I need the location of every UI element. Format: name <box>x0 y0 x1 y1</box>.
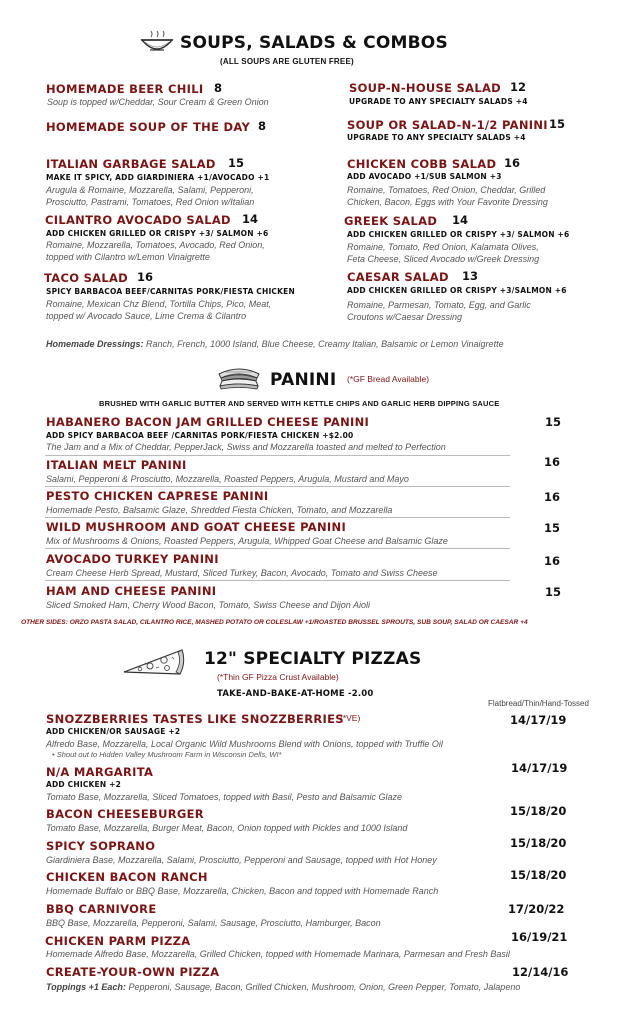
menu-item-price: 8 <box>258 119 267 133</box>
menu-item-addon: MAKE IT SPICY, ADD GIARDINIERA +1/AVOCADO +1 <box>46 173 270 182</box>
menu-item-price: 17/20/22 <box>508 902 565 916</box>
menu-item-name: CILANTRO AVOCADO SALAD <box>45 213 231 227</box>
menu-item-name: GREEK SALAD <box>344 214 438 228</box>
menu-item-name: HABANERO BACON JAM GRILLED CHEESE PANINI <box>46 415 370 429</box>
menu-item-description: Mix of Mushrooms & Onions, Roasted Peppers, Arugula, Whipped Goat Cheese and Balsamic Glaze <box>46 536 448 546</box>
menu-item-price: 13 <box>462 269 479 283</box>
menu-item-addon: ADD CHICKEN/OR SAUSAGE +2 <box>46 727 181 736</box>
menu-item-description: Alfredo Base, Mozzarella, Local Organic Wild Mushrooms Blend with Onions, topped with Truffle Oil <box>46 739 443 749</box>
menu-item-name: HAM AND CHEESE PANINI <box>46 584 217 598</box>
toppings-list: Pepperoni, Sausage, Bacon, Grilled Chicken, Mushroom, Onion, Green Pepper, Tomato, Jalapeno <box>125 982 521 992</box>
menu-item-description: Tomato Base, Mozzarella, Sliced Tomatoes, topped with Basil, Pesto and Balsamic Glaze <box>46 792 403 802</box>
menu-item-addon: UPGRADE TO ANY SPECIALTY SALADS +4 <box>347 133 526 142</box>
menu-item-price: 14/17/19 <box>511 761 568 775</box>
menu-item-name: CHICKEN COBB SALAD <box>347 157 497 171</box>
menu-item-description: Soup is topped w/Cheddar, Sour Cream & Green Onion <box>47 97 269 107</box>
menu-item-name: ITALIAN MELT PANINI <box>46 458 187 472</box>
divider <box>45 486 510 487</box>
menu-item-name: CHICKEN BACON RANCH <box>46 870 208 884</box>
menu-item-description: topped w/ Avocado Sauce, Lime Crema & Cilantro <box>46 311 247 321</box>
menu-item-description: Romaine, Mozzarella, Tomatoes, Avocado, Red Onion, <box>46 240 265 250</box>
menu-item-price: 16 <box>544 490 561 504</box>
menu-item-price: 8 <box>214 81 223 95</box>
divider <box>45 455 510 456</box>
menu-item-price: 15/18/20 <box>510 868 567 882</box>
vegetarian-tag: (*VE) <box>340 713 361 723</box>
dressings-label: Homemade Dressings: <box>46 339 144 349</box>
menu-item-description: Tomato Base, Mozzarella, Burger Meat, Bacon, Onion topped with Pickles and 1000 Island <box>46 823 408 833</box>
panini-sandwich-icon <box>216 364 262 392</box>
menu-item-description: Giardiniera Base, Mozzarella, Salami, Prosciutto, Pepperoni and Sausage, topped with Hot Honey <box>46 855 437 865</box>
menu-item-description: Homemade Pesto, Balsamic Glaze, Shredded Fiesta Chicken, Tomato, and Mozzarella <box>46 505 393 515</box>
menu-item-price: 12 <box>510 80 527 94</box>
menu-item-addon: ADD AVOCADO +1/SUB SALMON +3 <box>347 172 502 181</box>
menu-item-description: Romaine, Tomato, Red Onion, Kalamata Olives, <box>347 242 539 252</box>
menu-item-description: Cream Cheese Herb Spread, Mustard, Sliced Turkey, Bacon, Avocado, Tomato and Swiss Cheese <box>46 568 438 578</box>
menu-item-description: Romaine, Parmesan, Tomato, Egg, and Garlic <box>347 300 531 310</box>
menu-item-price: 16 <box>544 455 561 469</box>
pizza-slice-icon <box>120 646 186 678</box>
soups-section-title: SOUPS, SALADS & COMBOS <box>180 33 448 53</box>
menu-item-price: 15 <box>549 117 566 131</box>
menu-item-price: 14/17/19 <box>510 713 567 727</box>
menu-item-name: HOMEMADE SOUP OF THE DAY <box>46 120 251 134</box>
footnote-text: Shout out to Hidden Valley Mushroom Farm in Wisconsin Dells, WI* <box>56 750 282 759</box>
menu-item-name: HOMEMADE BEER CHILI <box>46 82 204 96</box>
menu-item-name: AVOCADO TURKEY PANINI <box>46 552 219 566</box>
menu-item-name: CHICKEN PARM PIZZA <box>45 934 191 948</box>
menu-item-addon: ADD CHICKEN +2 <box>46 780 122 789</box>
divider <box>45 580 510 581</box>
panini-section-subtitle: BRUSHED WITH GARLIC BUTTER AND SERVED WITH KETTLE CHIPS AND GARLIC HERB DIPPING SAUCE <box>99 399 500 408</box>
menu-item-name: N/A MARGARITA <box>46 765 154 779</box>
menu-item-price: 15/18/20 <box>510 804 567 818</box>
menu-item-name: TACO SALAD <box>44 271 129 285</box>
menu-item-description: Romaine, Tomatoes, Red Onion, Cheddar, Grilled <box>347 185 546 195</box>
panini-section-title: PANINI <box>270 370 337 390</box>
menu-item-name: WILD MUSHROOM AND GOAT CHEESE PANINI <box>46 520 347 534</box>
menu-item-description: topped with Cilantro w/Lemon Vinaigrette <box>46 252 210 262</box>
toppings-note <box>46 982 520 992</box>
menu-item-description: Homemade Alfredo Base, Mozzarella, Grilled Chicken, topped with Homemade Marinara, Parmesan and Fresh Basil <box>46 949 510 959</box>
pizza-section-title: 12" SPECIALTY PIZZAS <box>204 649 422 669</box>
menu-item-description: Homemade Buffalo or BBQ Base, Mozzarella, Chicken, Bacon and topped with Homemade Ranch <box>46 886 439 896</box>
menu-item-name: SNOZZBERRIES TASTES LIKE SNOZZBERRIES <box>46 712 344 726</box>
menu-item-name: SOUP OR SALAD-N-1/2 PANINI <box>347 118 548 132</box>
menu-item-price: 15 <box>545 415 562 429</box>
menu-item-name: BBQ CARNIVORE <box>46 902 157 916</box>
menu-item-name: SPICY SOPRANO <box>46 839 156 853</box>
menu-item-addon: ADD CHICKEN GRILLED OR CRISPY +3/SALMON +6 <box>347 286 567 295</box>
menu-item-price: 16 <box>544 554 561 568</box>
menu-item-description: Sliced Smoked Ham, Cherry Wood Bacon, Tomato, Swiss Cheese and Dijon Aioli <box>46 600 370 610</box>
soups-section-subtitle: (ALL SOUPS ARE GLUTEN FREE) <box>220 57 354 66</box>
menu-item-price: 15 <box>544 521 561 535</box>
menu-item-price: 12/14/16 <box>512 965 569 979</box>
menu-item-price: 16/19/21 <box>511 930 568 944</box>
pizza-title-note: (*Thin GF Pizza Crust Available) <box>217 672 339 682</box>
menu-item-name: PESTO CHICKEN CAPRESE PANINI <box>46 489 269 503</box>
other-sides-note: OTHER SIDES: ORZO PASTA SALAD, CILANTRO RICE, MASHED POTATO OR COLESLAW +1/ROASTED BRUSSEL SPROUTS, SUB SOUP, SALAD OR CAESAR +4 <box>21 619 528 626</box>
menu-item-footnote <box>52 750 281 759</box>
menu-item-description: BBQ Base, Mozzarella, Pepperoni, Salami, Sausage, Prosciutto, Hamburger, Bacon <box>46 918 381 928</box>
menu-item-name: CAESAR SALAD <box>347 270 449 284</box>
toppings-label: Toppings +1 Each: <box>46 982 126 992</box>
menu-item-price: 15 <box>545 585 562 599</box>
menu-item-addon: SPICY BARBACOA BEEF/CARNITAS PORK/FIESTA CHICKEN <box>46 287 295 296</box>
menu-item-addon: UPGRADE TO ANY SPECIALTY SALADS +4 <box>349 97 528 106</box>
crust-size-header: Flatbread/Thin/Hand-Tossed <box>488 699 589 708</box>
menu-item-addon: ADD CHICKEN GRILLED OR CRISPY +3/ SALMON +6 <box>46 229 269 238</box>
menu-item-addon: ADD SPICY BARBACOA BEEF /CARNITAS PORK/FIESTA CHICKEN +$2.00 <box>46 431 354 440</box>
menu-item-price: 15/18/20 <box>510 836 567 850</box>
menu-item-description: The Jam and a Mix of Cheddar, PepperJack, Swiss and Mozzarella toasted and melted to Perfection <box>46 442 446 452</box>
menu-item-addon: ADD CHICKEN GRILLED OR CRISPY +3/ SALMON +6 <box>347 230 570 239</box>
menu-item-name: ITALIAN GARBAGE SALAD <box>46 157 216 171</box>
bullet-icon: • <box>52 750 57 759</box>
dressings-note <box>46 339 504 349</box>
pizza-section-subtitle: TAKE-AND-BAKE-AT-HOME -2.00 <box>217 689 374 699</box>
menu-item-price: 16 <box>137 270 154 284</box>
menu-item-price: 15 <box>228 156 245 170</box>
menu-item-price: 14 <box>242 212 259 226</box>
menu-item-name: SOUP-N-HOUSE SALAD <box>349 81 502 95</box>
dressings-list: Ranch, French, 1000 Island, Blue Cheese, Creamy Italian, Balsamic or Lemon Vinaigrette <box>143 339 504 349</box>
menu-item-description: Salami, Pepperoni & Prosciutto, Mozzarella, Roasted Peppers, Arugula, Mustard and Mayo <box>46 474 409 484</box>
divider <box>45 517 510 518</box>
soup-bowl-icon <box>140 28 174 54</box>
menu-item-description: Arugula & Romaine, Mozzarella, Salami, Pepperoni, <box>46 185 254 195</box>
menu-item-price: 16 <box>504 156 521 170</box>
menu-item-description: Feta Cheese, Sliced Avocado w/Greek Dressing <box>347 254 540 264</box>
panini-title-note: (*GF Bread Available) <box>347 374 430 384</box>
menu-item-price: 14 <box>452 213 469 227</box>
menu-item-name: CREATE-YOUR-OWN PIZZA <box>46 965 220 979</box>
menu-item-description: Prosciutto, Pastrami, Tomatoes, Red Onion w/Italian <box>46 197 255 207</box>
menu-item-name: BACON CHEESEBURGER <box>46 807 204 821</box>
menu-item-description: Croutons w/Caesar Dressing <box>347 312 463 322</box>
divider <box>45 548 510 549</box>
menu-item-description: Romaine, Mexican Chz Blend, Tortilla Chips, Pico, Meat, <box>46 299 272 309</box>
menu-item-description: Chicken, Bacon, Eggs with Your Favorite Dressing <box>347 197 548 207</box>
